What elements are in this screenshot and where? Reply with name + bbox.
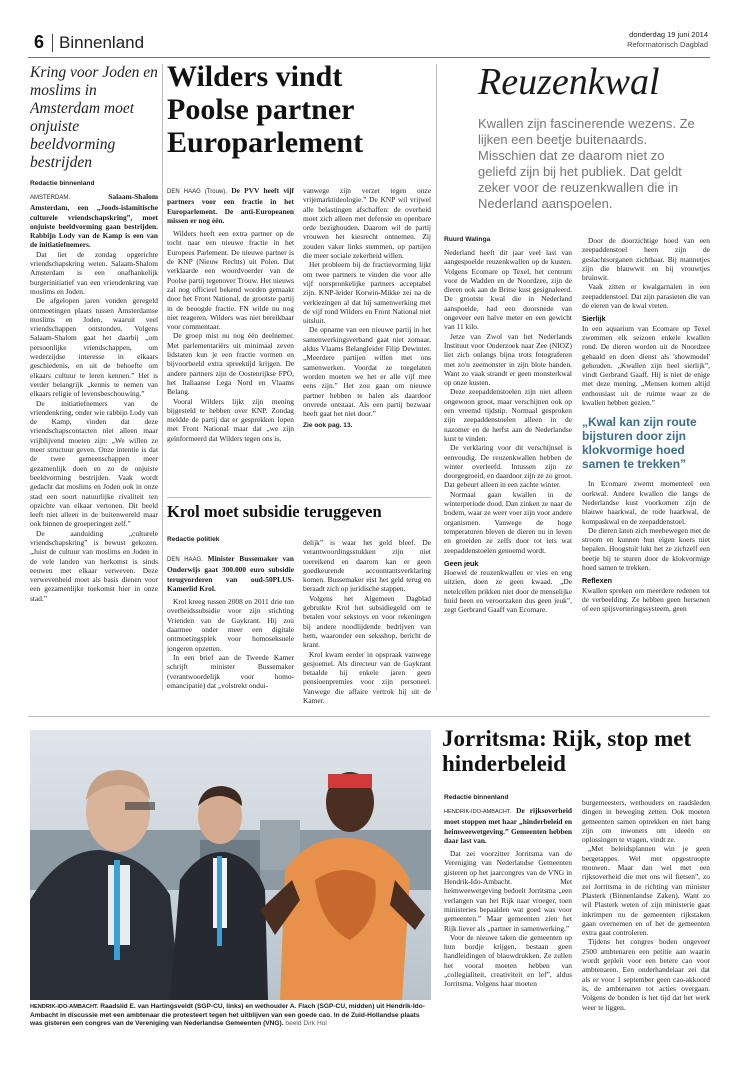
reuzenkwal-paragraph: Normaal gaan kwallen in de winterperiode dood. Dan zinken ze naar de bodem, waar ze weer voer zijn voor andere organismen. Vanwege de hoge temperaturen bleven de dieren nu in leven en groeiden ze zelfs door tot iets wat zeepaddenstoelen genoemd wordt.	[444, 489, 572, 555]
kring-headline: Kring voor Joden en moslims in Amsterdam moet onjuiste beeldvorming bestrijden	[30, 64, 158, 171]
kring-byline: Redactie binnenland	[30, 180, 95, 187]
kring-body	[30, 192, 158, 603]
reuzenkwal-paragraph: Deze zeepaddenstoelen zijn niet alleen ongewoon groot, maar verschijnen ook op een vreemd tijdstip. Normaal gesproken zijn zeepaddenstoelen alleen in de nazomer en de herfst aan de Nederlandse kust te vinden.	[444, 387, 572, 443]
krol-paragraph: In een brief aan de Tweede Kamer schrijft minister Bussemaker (verantwoordelijk voor homo-emancipatie) dat „volstrekt ondui-	[167, 652, 294, 690]
wilders-paragraph: Het probleem bij de fractievorming lijkt om twee partners te vinden die voor alle vijf oorspronkelijke partners acceptabel zijn. KNP-leider Korwin-Mikke zei na de verkiezingen al dat hij samenwerking met de vijf rond Wilders en Front National niet uitsluit.	[303, 260, 431, 326]
wilders-lead-text: De PVV heeft vijf partners voor een fractie in het Europarlement. De anti-Europeanen missen er nog één.	[167, 186, 294, 225]
jorritsma-paragraph: burgemeesters, wethouders en raadsleden dingen in beweging zetten. Ook moeten gemeenten samen optrekken en niet bang zijn om inwoners om ideeën en oplossingen te vragen, vindt ze.	[582, 798, 710, 845]
jorritsma-col-2	[582, 798, 710, 1012]
jorritsma-lead	[444, 806, 572, 845]
wilders-see-also: Zie ook pag. 13.	[303, 422, 353, 430]
wilders-lead	[167, 186, 294, 225]
reuzenkwal-paragraph: Vaak zitten er kwalgarnalen in een zeepaddenstoel. Dat zijn parasieten die van de eieren van de kwal vreten.	[582, 282, 710, 311]
jorritsma-paragraph: Tijdens het congres boden ongeveer 2500 ambtenaren een petitie aan waarin wordt gepleit voor een betere cao voor ambtenaren. Een onderhandelaar zei dat als er voor 1 september geen cao-akkoord is, de ambtenaren tot acties overgaan. Volgens de bonden is het tijd dat het werk weer te liggen.	[582, 937, 710, 1012]
reuzenkwal-subhead-jeuk: Geen jeuk	[444, 558, 479, 568]
column-rule-1	[162, 64, 163, 690]
jorritsma-col-1	[444, 806, 572, 989]
reuzenkwal-byline: Ruurd Walinga	[444, 236, 491, 243]
reuzenkwal-col-1	[444, 248, 572, 615]
wilders-col-1	[167, 186, 294, 443]
wilders-paragraph: Wilders heeft een extra partner op de tocht naar een nieuwe fractie in het Europees Parlement. De nieuwe partner is de KNP (Nieuw Rechts) uit Polen. Dat verklaarde een woordvoerder van de Poolse partij tegenover Trouw. Het nieuws zal nog officieel bekend worden gemaakt door het Front National, de grootste partij in de beoogde fractie. FN wilde nu nog niet reageren. Wilders was niet bereikbaar voor commentaar.	[167, 229, 294, 332]
reuzenkwal-headline: Reuzenkwal	[478, 61, 660, 103]
kring-paragraph: De afgelopen jaren vonden geregeld ontmoetingen plaats tussen Amsterdamse moslims en Joden, waaruit veel vriendschappen ontstonden. Volgens Salaam-Shalom gaat het daarbij „om persoonlijke vriendschappen, om wederzijdse interesse in elkaars geschiedenis, en uit de behoefte om elkaars cultuur te leren kennen.” Het is verder belangrijk „kennis te nemen van elkaars religie of levensbeschouwing.”	[30, 296, 158, 399]
krol-dateline: DEN HAAG.	[167, 557, 203, 563]
column-rule-2	[436, 64, 437, 690]
photo-illustration	[30, 730, 431, 1000]
krol-col-2	[303, 538, 431, 705]
wilders-col-2	[303, 186, 431, 431]
photo-caption	[30, 1003, 431, 1037]
jorritsma-lead-text: De rijksoverheid moet stoppen met haar „hinderbeleid en heimweewetgeving.” Gemeenten hebben daar last van.	[444, 806, 572, 845]
krol-col-1	[167, 554, 294, 690]
header-date: donderdag 19 juni 2014	[629, 30, 708, 39]
krol-lead-text: Minister Bussemaker van Onderwijs gaat 300.000 euro subsidie terugvorderen van oud-50PLUS-Kamerlid Krol.	[167, 554, 294, 593]
reuzenkwal-paragraph: In een aquarium van Ecomare op Texel zwemmen elk seizoen enkele kwallen rond. De dieren worden uit de Noordzee gehaald en doen dienst als 'showmodel' gehouden. „Kwallen zijn heel sierlijk”, vindt Gerbrand Gaaff. Hij is niet de enige met deze mening. „Mensen komen altijd enthousiast uit de ruimte waar ze de kwallen hebben gezien.”	[582, 323, 710, 408]
krol-paragraph: Krol kwam eerder in opspraak vanwege gesjoemel. Als directeur van de Gaykrant betaalde hij enkele jaren geen pensioenpremies voor zijn personeel. Vanwege die affaire vertrok hij uit de Kamer.	[303, 649, 431, 706]
kring-paragraph: Dat liet de zondag opgerichte vriendschapskring weten. Salaam-Shalom Amsterdam is een onafhankelijk burgerinitiatief van een vriendenkring van moslims en Joden.	[30, 249, 158, 296]
page-header	[28, 30, 710, 56]
wilders-paragraph: De groep mist nu nog één deelnemer. Met parlementariërs uit minimaal zeven lidstaten kun je een fractie vormen en bijvoorbeeld extra spreektijd krijgen. De andere partners zijn de Oostenrijkse FPÖ, het Italiaanse Lega Nord en Vlaams Belang.	[167, 331, 294, 397]
krol-lead	[167, 554, 294, 593]
reuzenkwal-paragraph: Hoewel de reuzenkwallen er vies en eng uitzien, doen ze geen kwaad. „De netelcellen prikken niet door de menselijke huid heen en veroorzaken dus geen jeuk”, zegt Gerbrand Gaaff van Ecomare.	[444, 568, 572, 615]
kring-dateline: AMSTERDAM.	[30, 195, 71, 201]
reuzenkwal-intro: Kwallen zijn fascinerende wezens. Ze lijken een beetje buitenaards. Misschien dat ze daarom niet zo geliefd zijn bij het publiek. Dat geldt zeker voor de reuzenkwallen die in Nederland aanspoelen.	[478, 116, 695, 211]
reuzenkwal-paragraph: Jetze van Zwol van het Nederlands Instituut voor Onderzoek naar Zee (NIOZ) liet zich onlangs bijna trots fotograferen met zo'n zeemonster in zijn blote handen. Want zo vaak strandt er geen monsterkwal op onze kusten.	[444, 331, 572, 388]
page-number-divider	[52, 34, 53, 52]
news-photo	[30, 730, 431, 1000]
jorritsma-paragraph: „Met beleidsplannen win je geen bergetappes. Wel met opgestroopte mouwen. Maar dan wel met een rijksoverheid die met ons wil fietsen”, zo zei Jorritsma in de richting van minister Plasterk (Binnenlandse Zaken). Want zo wil Plasterk weten of zijn ministerie gaat inkrimpen nu de gemeenten rijkstaken gaan overnemen en of het de gemeenten extra gaat controleren.	[582, 844, 710, 938]
kring-lead	[30, 192, 158, 250]
krol-headline: Krol moet subsidie teruggeven	[167, 502, 382, 521]
section-title: Binnenland	[59, 33, 145, 52]
krol-paragraph: Volgens het Algemeen Dagblad gebruikte Krol het subsidiegeld om te betalen voor sekstoys en voor rekeningen bij andere noodlijdende bedrijven van hem, waaronder een seksshop, bericht de krant.	[303, 593, 431, 650]
header-rule	[28, 57, 710, 58]
wilders-paragraph: vanwege zijn verzet tegen onze vrijemarktideologie.” De KNP wil vrijwel alle belastingen afschaffen: de overheid moet zich alleen met defensie en openbare orde bezighouden. Daarom wil de partij vrouwen het kiesrecht ontnemen. Zij zouden vaker links stemmen, op partijen die meer sociale zekerheid willen.	[303, 186, 431, 261]
reuzenkwal-paragraph: De dieren laten zich meebewegen met de stroom en kunnen hun eigen koers niet bepalen. Hoogstuit lukt het ze zichzelf een beetje bij te sturen door de klokvormige hoed samen te trekken.	[582, 525, 710, 573]
reuzenkwal-paragraph: In Ecomare zwemt momenteel een oorkwal. Andere kwallen die langs de Nederlandse kust voorkomen zijn de blauwe haarkwal, de rode haarkwal, de kompaskwal en de zeepaddenstoel.	[582, 479, 710, 526]
reuzenkwal-paragraph: Nederland heeft dit jaar veel last van aangespoelde reuzenkwallen op de kusten. Volgens Ecomare op Texel, het centrum voor de Wadden en de Noordzee, zijn de dieren ook aan de Britse kust gesignaleerd. De grootste kwal die in Nederland aanspoelde, had een doorsnede van ongeveer een halve meter en een gewicht van 11 kilo.	[444, 248, 572, 332]
photo-credit: beeld Dirk Hol	[285, 1020, 327, 1028]
reuzenkwal-subhead-sierlijk: Sierlijk	[582, 314, 606, 324]
caption-text: Raadslid E. van Hartingsveldt (SGP-CU, links) en wethouder A. Flach (SGP-CU, midden) uit Hendrik-Ido-Ambacht in discussie met een ambtenaar die protesteert tegen het uitblijven van een goede cao. In de Zuid-Hollandse plaats was gisteren een congres van de Vereniging van Nederlandse Gemeenten (VNG).	[30, 1003, 425, 1028]
kring-lead-text: Salaam-Shalom Amsterdam, een „Joods-islamitische culturele vriendschapskring”, moet onjuiste beeldvorming gaan bestrijden. Rabbijn Lody van de Kamp is een van de initiatiefnemers.	[30, 192, 158, 250]
kring-paragraph: De initiatiefnemers van de vriendenkring, onder wie rabbijn Lody van de Kamp, vinden dat deze vriendschapscontacten niet alleen maar vrijblijvend moeten zijn: „We willen ze meer structuur geven. Onze intentie is dat de twee gemeenschappen meer gezamenlijk doen en zo de onjuiste beeldvorming bestrijden. Vaak wordt gedacht dat moslims en Joden ook in onze stad een soort natuurlijke rivaliteit ten opzichte van elkaar vertonen. Dit beeld leeft niet alleen in de buitenwereld maar ook binnen de groeperingen zelf.”	[30, 398, 158, 529]
reuzenkwal-article	[442, 60, 710, 714]
wilders-headline: Wilders vindt Poolse partner Europarlement	[167, 60, 364, 159]
wilders-paragraph: De opname van een nieuwe partij in het samenwerkingsverband gaat niet zomaar, aldus Vlaams Belangleider Filip Dewinter. „Meerdere partijen willen met ons samenwerken. Voordat ze toegelaten worden moeten we het er alle vijf mee eens zijn.” Het zou gaan om nieuwe partner hebben te halen als daardoor onvrede ontstaat. Als een partij bezwaar heeft gaat het niet door.”	[303, 325, 431, 419]
krol-byline: Redactie politiek	[167, 536, 220, 543]
section-rule	[28, 716, 710, 717]
kring-paragraph: De aanduiding „culturele vriendschapskring” is bewust gekozen. „Juist de cultuur van moslims en Joden in de vele landen van herkomst is sinds eeuwen met elkaar verweven. Deze verwevenheid moet als basis dienen voor een gezamenlijke toekomst hier in onze stad.”	[30, 528, 158, 603]
krol-paragraph: Krol kreeg tussen 2008 en 2011 drie ton overheidssubsidie voor zijn stichting Vrienden van de Gaykrant. Hij zou daarmee onder meer een digitale ontmoetingsplek voor homoseksuele jongeren opzetten.	[167, 597, 294, 653]
jorritsma-paragraph: Voor de nieuwe taken die gemeenten op hun bordje krijgen, bestaan geen handleidingen of blauwdrukken. Ze zullen het vooral moeten hebben van „collegialiteit, creativiteit en lef”, aldus Jorritsma. Volgens haar moeten	[444, 932, 572, 989]
jorritsma-byline: Redactie binnenland	[444, 794, 509, 801]
wilders-article	[167, 60, 431, 500]
krol-paragraph: delijk” is waar het geld bleef. De verantwoordingsstukken zijn niet toereikend en daarom kan er geen goedkeurende accountantsverklaring komen. Bussemaker eist het geld terug en beraadt zich op juridische stappen.	[303, 538, 431, 594]
krol-article	[167, 502, 431, 712]
page-number: 6	[34, 32, 45, 52]
jorritsma-article	[442, 726, 710, 1046]
jorritsma-headline: Jorritsma: Rijk, stop met hinderbeleid	[442, 726, 692, 776]
kring-article	[30, 64, 158, 712]
reuzenkwal-paragraph: De verklaring voor dit verschijnsel is eenvoudig. De reuzenkwallen hebben de winter overleefd. Intussen zijn ze doorgegroeid, en daardoor zijn ze zo groot. Dat gebeurt alleen in een zachte winter.	[444, 443, 572, 490]
reuzenkwal-paragraph: Kwallen spreken om meerdere redenen tot de verbeelding. Ze hebben geen hersenen of een spijsverteringssysteem, geen	[582, 585, 710, 614]
jorritsma-paragraph: Dat zei voorzitter Jorritsma van de Vereniging van Nederlandse Gemeenten gisteren op het jaarcongres van de VNG in Hendrik-Ido-Ambacht. Met heimweewetgeving bedoelt Jorritsma „een verlangen van het Rijk naar vroeger, toen ministeries bepaalden wat goed was voor gemeenten.” Maar gemeenten zien het Rijk liever als „partner in samenwerking.”	[444, 849, 572, 933]
krol-top-rule	[167, 497, 431, 498]
jorritsma-dateline: HENDRIK-IDO-AMBACHT.	[444, 809, 512, 815]
wilders-dateline: DEN HAAG (Trouw).	[167, 189, 227, 195]
reuzenkwal-pull-quote: „Kwal kan zijn route bijsturen door zijn klokvormige hoed samen te trekken”	[582, 415, 697, 472]
wilders-paragraph: Vooral Wilders lijkt zijn mening bijgesteld te hebben over KNP. Zondag meldde de partij dat er gesprekken lopen met Front National maar dat „we zijn geïnformeerd dat Wilders tegen ons is,	[167, 396, 294, 443]
caption-dateline: HENDRIK-IDO-AMBACHT.	[30, 1004, 99, 1010]
header-paper: Reformatorisch Dagblad	[627, 40, 708, 49]
reuzenkwal-col-2	[582, 236, 710, 614]
reuzenkwal-subhead-reflexen: Reflexen	[582, 576, 612, 586]
reuzenkwal-paragraph: Door de doorzichtige hoed van een zeepaddenstoel heen zijn de geslachtsorganen zichtbaar. Bij mannetjes zijn die blauwwit en bij vrouwtjes bruinwit.	[582, 236, 710, 283]
